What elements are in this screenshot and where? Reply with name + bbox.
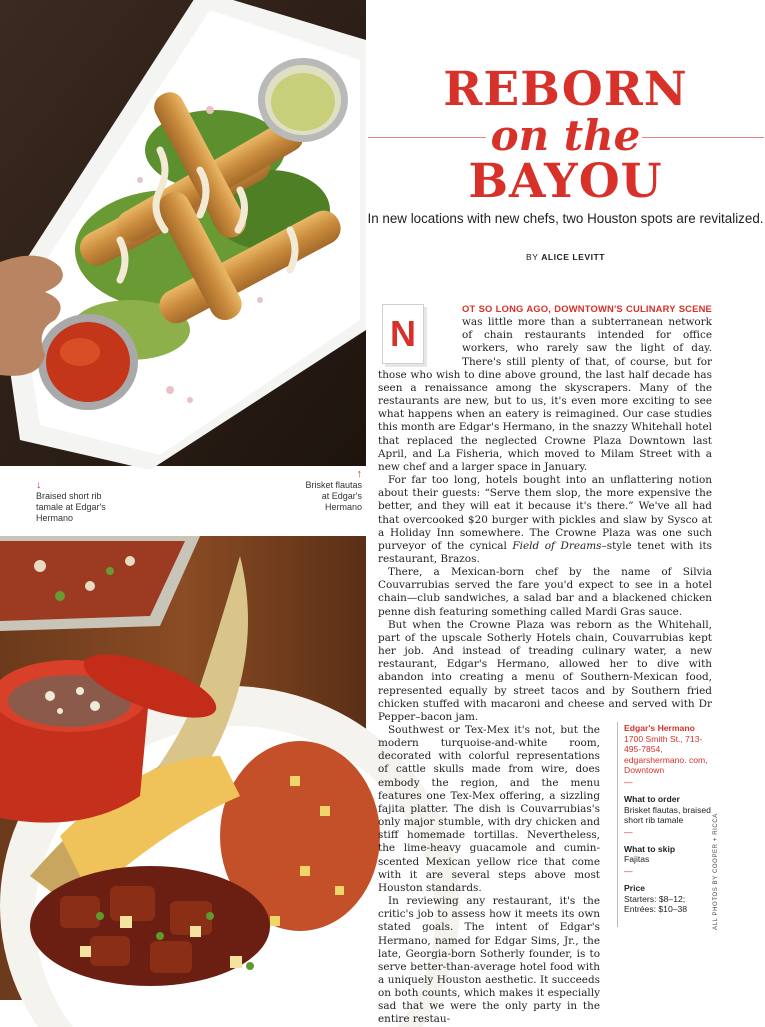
info-box-rule [617, 722, 618, 927]
headline-rule-right [642, 137, 764, 138]
dropcap-letter: N [390, 313, 416, 354]
paragraph-2-italic: Field of Dreams [512, 539, 602, 552]
info-price-heading: Price [624, 882, 646, 893]
paragraph-1-text: was little more than a subterranean network of chain restaurants intended for office workers, who rarely saw the light of day. There's still plenty of that, of course, but for those who wish to dine above ground, the last half decade has seen a renaissance among the skyscrapers. Many of the restaurants are new, but to us, it's even more exciting to see what happens when an eatery is reimagined. Our case studies this month are Edgar's Hermano, in the snazzy Whitehall hotel that replaced the neglected Crowne Plaza Downtown last April, and La Fisheria, which moved to Milam Street with a new chef and a larger space in January. [378, 316, 712, 473]
info-price-entrees: Entrées: $10–38 [624, 904, 688, 915]
flautas-illustration [0, 0, 366, 466]
paragraph-2 [378, 474, 712, 566]
tamale-illustration [0, 536, 366, 1000]
caption-text: Braised short rib tamale at Edgar's Hermano [36, 491, 106, 523]
byline [366, 252, 765, 262]
info-box [624, 723, 714, 915]
paragraph-6: In reviewing any restaurant, it's the critic's job to assess how it meets its own stated goals. The intent of Edgar's Hermano, named for Edgar Sims, Jr., the late, Georgia-born Sotherly founder, is to serve better-than-average hotel food with a uniquely Houston aesthetic. It succeeds on both counts, which makes it especially sad that we were the only party in the entire restau- [378, 895, 600, 1026]
headline-line-1: REBORN [443, 62, 688, 117]
info-restaurant-name: Edgar's Hermano [624, 723, 695, 733]
caption-text: Brisket flautas at Edgar's Hermano [305, 480, 362, 512]
paragraph-5: Southwest or Tex-Mex it's not, but the modern turquoise-and-white room, decorated with colorful representations of cattle skulls made from wire, does embody the region, and the menu features one Tex-Mex offering, a sizzling fajita platter. The dish is Couvarrubias's only major stumble, with dry chicken and stiff homemade tortillas. Nevertheless, the lime-heavy guacamole and cumin-scented Mexican yellow rice that come with it are several steps above most Houston standards. [378, 724, 600, 894]
photo-brisket-flautas [0, 0, 366, 466]
info-divider: — [624, 865, 633, 876]
lead-in: OT SO LONG AGO, DOWNTOWN'S CULINARY SCENE [462, 303, 712, 314]
byline-prefix: BY [526, 252, 539, 262]
paragraph-2-text-end: –style tenet with its restaurant, Brazos. [378, 539, 712, 565]
info-order-heading: What to order [624, 793, 680, 804]
arrow-up-icon: ↑ [356, 468, 362, 480]
dek: In new locations with new chefs, two Houston spots are revitalized. [367, 211, 764, 226]
paragraph-3: There, a Mexican-born chef by the name of Silvia Couvarrubias served the fare you'd expect to see in a hotel chain—club sandwiches, a salad bar and a blackened chicken penne dish featuring something called Mardi Gras sauce. [378, 566, 712, 618]
paragraph-4: But when the Crowne Plaza was reborn as the Whitehall, part of the upscale Sotherly Hotels chain, Couvarrubias kept her job. And instead of treading culinary water, a new restaurant, Edgar's Hermano, allowed her to dive with abandon into creating a menu of Southern-Mexican food, represented equally by street tacos and by Southern fried chicken stuffed with macaroni and cheese and served with Dr Pepper–bacon jam. [378, 618, 712, 723]
caption-brisket-flautas [300, 468, 362, 513]
arrow-down-icon: ↓ [36, 479, 42, 491]
caption-short-rib-tamale [36, 479, 106, 524]
info-price-starters: Starters: $8–12; [624, 893, 686, 904]
info-divider: — [624, 776, 633, 787]
photo-short-rib-tamale [0, 536, 366, 1000]
paragraph-1 [378, 302, 712, 474]
photo-credit: ALL PHOTOS BY COOPER + RICCA [713, 813, 719, 930]
info-divider: — [624, 826, 633, 837]
headline-line-3: BAYOU [468, 154, 663, 209]
paragraph-2-text: For far too long, hotels bought into an unflattering notion about their guests: “Serve them slop, the more expensive the better, and they will eat it because it's there.” We've all had that overcooked $20 burger with pickles and slaw by Sysco at a Holiday Inn somewhere. The Crowne Plaza was one such purveyor of the cynical [378, 474, 712, 552]
dropcap [378, 304, 454, 368]
info-skip-heading: What to skip [624, 843, 676, 854]
headline-line-2: on the [490, 111, 641, 160]
info-address: 1700 Smith St., 713-495-7854, edgarshermano. com, Downtown [624, 733, 708, 776]
byline-author: ALICE LEVITT [541, 252, 605, 262]
info-skip-text: Fajitas [624, 854, 650, 865]
info-order-text: Brisket flautas, braised short rib tamale [624, 804, 711, 826]
